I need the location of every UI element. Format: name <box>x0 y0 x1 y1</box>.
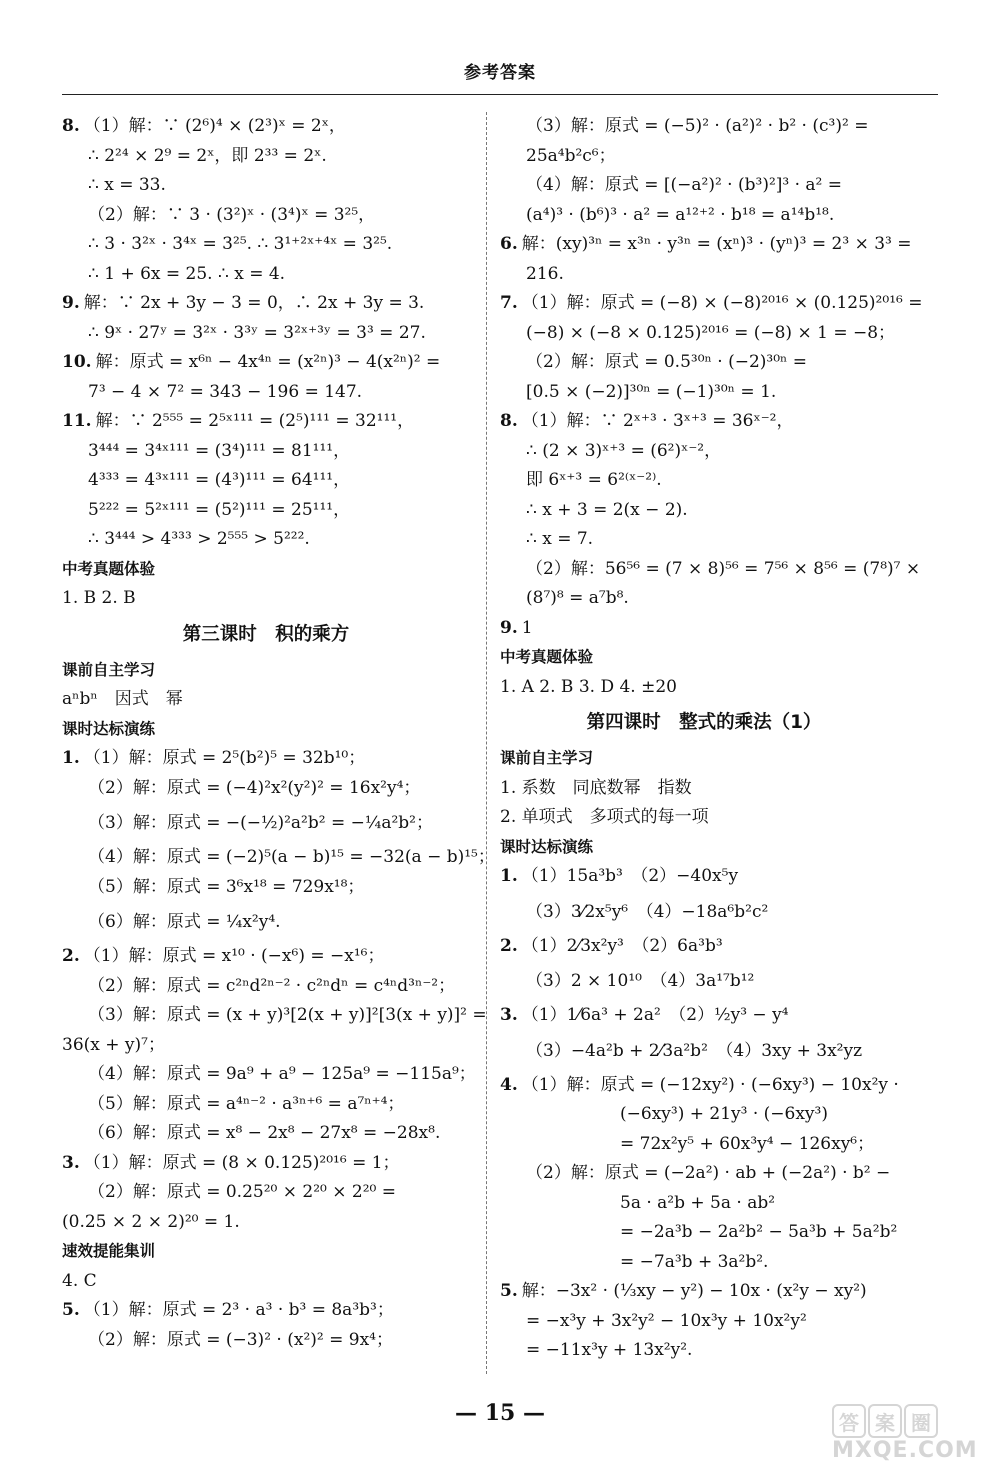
answer-text: 解：原式 = x⁶ⁿ − 4x⁴ⁿ = (x²ⁿ)³ − 4(x²ⁿ)² = <box>95 352 441 372</box>
watermark-url: MXQE.COM <box>832 1438 978 1463</box>
answer-text: （1）解：原式 = 2⁵(b²)⁵ = 32b¹⁰； <box>83 748 366 768</box>
answer-line: （2）解：原式 = 0.5³⁰ⁿ · (−2)³⁰ⁿ = <box>526 352 808 372</box>
answer-line <box>500 614 908 644</box>
answer-line: (8⁷)⁸ = a⁷b⁸. <box>526 588 629 608</box>
section-heading: 课时达标演练 <box>500 837 594 856</box>
answer-line: aⁿbⁿ 因式 幂 <box>62 689 183 709</box>
question-number: 4. <box>500 1074 518 1095</box>
answer-line <box>500 862 908 892</box>
answer-text: 解：−3x² · (⅓xy − y²) − 10x · (x²y − xy²) <box>521 1281 867 1301</box>
answer-text: （1）解：原式 = (−8) × (−8)²⁰¹⁶ × (0.125)²⁰¹⁶ = <box>521 293 923 313</box>
answer-line: (0.25 × 2 × 2)²⁰ = 1. <box>62 1211 240 1232</box>
answer-line <box>500 1277 908 1307</box>
answer-line: （3）−4a²b + 2⁄3a²b² （4）3xy + 3x²yz <box>526 1040 863 1061</box>
answer-text: （1）解：原式 = (−12xy²) · (−6xy³) − 10x²y · <box>521 1074 899 1095</box>
answer-line <box>500 1071 908 1101</box>
answer-line: [0.5 × (−2)]³⁰ⁿ = (−1)³⁰ⁿ = 1. <box>526 381 777 402</box>
answer-line: (a⁴)³ · (b⁶)³ · a² = a¹²⁺² · b¹⁸ = a¹⁴b¹⁸. <box>526 204 835 225</box>
answer-line: （3）解：原式 = −(−½)²a²b² = −¼a²b²； <box>88 813 433 833</box>
answer-line <box>500 1001 908 1031</box>
answer-line: = −7a³b + 3a²b². <box>620 1251 769 1272</box>
answer-line: 即 6ˣ⁺³ = 6²⁽ˣ⁻²⁾. <box>526 470 662 490</box>
answer-line: 216. <box>526 263 564 284</box>
watermark-char: 案 <box>868 1404 902 1438</box>
question-number: 6. <box>500 234 518 254</box>
question-number: 1. <box>62 748 80 768</box>
answer-text: （1）解：∵ 2ˣ⁺³ · 3ˣ⁺³ = 36ˣ⁻²， <box>521 411 794 431</box>
answer-line: 25a⁴b²c⁶； <box>526 145 616 166</box>
answer-line: 5²²² = 5²ˣ¹¹¹ = (5²)¹¹¹ = 25¹¹¹， <box>88 499 351 520</box>
section-heading: 课前自主学习 <box>500 749 594 767</box>
answer-line: ∴ x = 33. <box>88 175 166 195</box>
answer-line: （2）解：56⁵⁶ = (7 × 8)⁵⁶ = 7⁵⁶ × 8⁵⁶ = (7⁸)⁷ × <box>526 558 921 579</box>
answer-line: （2）解：原式 = (−2a²) · ab + (−2a²) · b² − <box>526 1163 891 1183</box>
header-rule <box>62 94 938 95</box>
answer-line: 36(x + y)⁷； <box>62 1034 165 1055</box>
question-number: 10. <box>62 352 92 372</box>
page-header: 参考答案 <box>464 63 536 83</box>
section-heading: 速效提能集训 <box>62 1242 156 1260</box>
answer-line: 1. A 2. B 3. D 4. ±20 <box>500 676 677 697</box>
answer-line: ∴ 1 + 6x = 25. ∴ x = 4. <box>88 263 286 284</box>
answer-line: （3）3⁄2x⁵y⁶ （4）−18a⁶b²c² <box>526 901 769 922</box>
answer-line <box>62 744 470 774</box>
answer-text: （1）15a³b³ （2）−40x⁵y <box>521 866 739 886</box>
section-heading: 中考真题体验 <box>500 648 594 666</box>
answer-line: ∴ 3⁴⁴⁴ > 4³³³ > 2⁵⁵⁵ > 5²²². <box>88 529 310 549</box>
answer-line: 1. 系数 同底数幂 指数 <box>500 777 692 798</box>
question-number: 3. <box>500 1005 518 1025</box>
question-number: 9. <box>500 617 518 638</box>
answer-line: (−8) × (−8 × 0.125)²⁰¹⁶ = (−8) × 1 = −8； <box>526 322 896 343</box>
answer-line: 7³ − 4 × 7² = 343 − 196 = 147. <box>88 381 363 402</box>
question-number: 8. <box>62 116 80 136</box>
answer-text: （1）解：原式 = x¹⁰ · (−x⁶) = −x¹⁶； <box>83 946 385 966</box>
answer-line <box>62 407 470 437</box>
answer-line <box>500 407 908 437</box>
answer-line: 5a · a²b + 5a · ab² <box>620 1192 776 1213</box>
question-number: 5. <box>62 1300 80 1320</box>
answer-line: 3⁴⁴⁴ = 3⁴ˣ¹¹¹ = (3⁴)¹¹¹ = 81¹¹¹， <box>88 440 351 461</box>
question-number: 9. <box>62 293 80 313</box>
section-heading: 课时达标演练 <box>62 719 156 738</box>
answer-line: ∴ 3 · 3²ˣ · 3⁴ˣ = 3²⁵. ∴ 3¹⁺²ˣ⁺⁴ˣ = 3²⁵. <box>88 234 393 254</box>
question-number: 8. <box>500 411 518 431</box>
watermark-char: 圈 <box>904 1404 938 1438</box>
answer-line <box>62 1296 470 1326</box>
answer-text: 1 <box>521 617 533 638</box>
answer-line: （2）解：原式 = c²ⁿd²ⁿ⁻² · c²ⁿdⁿ = c⁴ⁿd³ⁿ⁻²； <box>88 975 456 996</box>
answer-line: (−6xy³) + 21y³ · (−6xy³) <box>620 1104 828 1124</box>
answer-line: = −11x³y + 13x²y². <box>526 1340 693 1360</box>
lesson-title: 第三课时 积的乘方 <box>182 623 350 645</box>
question-number: 5. <box>500 1281 518 1301</box>
question-number: 7. <box>500 293 518 313</box>
answer-line: （3）2 × 10¹⁰ （4）3a¹⁷b¹² <box>526 971 755 991</box>
question-number: 3. <box>62 1152 80 1173</box>
question-number: 2. <box>62 946 80 966</box>
answer-line: （2）解：原式 = (−4)²x²(y²)² = 16x²y⁴； <box>88 777 421 798</box>
answer-text: （1）解：原式 = 2³ · a³ · b³ = 8a³b³； <box>83 1300 394 1320</box>
answer-line: = −x³y + 3x²y² − 10x³y + 10x²y² <box>526 1310 807 1331</box>
answer-line: （4）解：原式 = 9a⁹ + a⁹ − 125a⁹ = −115a⁹； <box>88 1064 476 1084</box>
question-number: 2. <box>500 935 518 956</box>
page-number: — 15 — <box>455 1400 545 1426</box>
answer-line: = −2a³b − 2a²b² − 5a³b + 5a²b² <box>620 1222 898 1242</box>
answer-line: 1. B 2. B <box>62 588 136 608</box>
right-column <box>500 112 923 1366</box>
answer-text: （1）解：∵ (2⁶)⁴ × (2³)ˣ = 2ˣ， <box>83 116 346 136</box>
answer-line: （5）解：原式 = a⁴ⁿ⁻² · a³ⁿ⁺⁶ = a⁷ⁿ⁺⁴； <box>88 1093 405 1114</box>
answer-line: ∴ x = 7. <box>526 529 594 549</box>
answer-text: （1）1⁄6a³ + 2a² （2）½y³ − y⁴ <box>521 1005 789 1025</box>
answer-line: ∴ (2 × 3)ˣ⁺³ = (6²)ˣ⁻²， <box>526 440 722 461</box>
answer-line: ∴ 2²⁴ × 2⁹ = 2ˣ，即 2³³ = 2ˣ. <box>88 145 327 166</box>
answer-line <box>500 289 923 319</box>
answer-line: ∴ 9ˣ · 27ʸ = 3²ˣ · 3³ʸ = 3²ˣ⁺³ʸ = 3³ = 27. <box>88 322 426 343</box>
column-divider <box>486 112 487 1374</box>
answer-text: 解：(xy)³ⁿ = x³ⁿ · y³ⁿ = (xⁿ)³ · (yⁿ)³ = 2³ × 3³ = <box>521 234 912 254</box>
answer-line: （2）解：原式 = (−3)² · (x²)² = 9x⁴； <box>88 1329 393 1350</box>
answer-line <box>62 112 470 142</box>
answer-line <box>62 942 470 972</box>
answer-line: （6）解：原式 = ¼x²y⁴. <box>88 912 281 932</box>
answer-line: （6）解：原式 = x⁸ − 2x⁸ − 27x⁸ = −28x⁸. <box>88 1123 441 1143</box>
section-heading: 课前自主学习 <box>62 660 156 679</box>
question-number: 11. <box>62 411 92 431</box>
answer-line <box>500 230 912 260</box>
answer-line <box>62 1149 470 1179</box>
watermark-logo <box>832 1404 978 1463</box>
answer-line: （3）解：原式 = (x + y)³[2(x + y)]²[3(x + y)]² = <box>88 1005 487 1025</box>
answer-line: 2. 单项式 多项式的每一项 <box>500 807 709 827</box>
answer-line: （2）解：∵ 3 · (3²)ˣ · (3⁴)ˣ = 3²⁵， <box>88 204 376 225</box>
answer-text: （1）2⁄3x²y³ （2）6a³b³ <box>521 935 723 956</box>
answer-line: （5）解：原式 = 3⁶x¹⁸ = 729x¹⁸； <box>88 876 365 897</box>
answer-line: 4. C <box>62 1270 97 1291</box>
answer-line: = 72x²y⁵ + 60x³y⁴ − 126xy⁶； <box>620 1133 875 1154</box>
answer-line <box>500 932 908 962</box>
answer-line: ∴ x + 3 = 2(x − 2). <box>526 499 688 520</box>
watermark-char: 答 <box>832 1404 866 1438</box>
answer-text: （1）解：原式 = (8 × 0.125)²⁰¹⁶ = 1； <box>83 1152 400 1173</box>
left-column <box>62 112 495 1355</box>
answer-text: 解：∵ 2⁵⁵⁵ = 2⁵ˣ¹¹¹ = (2⁵)¹¹¹ = 32¹¹¹， <box>95 411 415 431</box>
section-heading: 中考真题体验 <box>62 559 156 578</box>
question-number: 1. <box>500 866 518 886</box>
answer-line: （4）解：原式 = [(−a²)² · (b³)²]³ · a² = <box>526 175 843 195</box>
answer-line <box>62 348 470 378</box>
answer-line <box>62 289 470 319</box>
lesson-title: 第四课时 整式的乘法（1） <box>586 712 822 733</box>
answer-line: （4）解：原式 = (−2)⁵(a − b)¹⁵ = −32(a − b)¹⁵； <box>88 847 495 867</box>
answer-line: 4³³³ = 4³ˣ¹¹¹ = (4³)¹¹¹ = 64¹¹¹， <box>88 470 351 490</box>
answer-text: 解：∵ 2x + 3y − 3 = 0，∴ 2x + 3y = 3. <box>83 293 425 313</box>
answer-line: （3）解：原式 = (−5)² · (a²)² · b² · (c³)² = <box>526 116 869 136</box>
answer-line: （2）解：原式 = 0.25²⁰ × 2²⁰ × 2²⁰ = <box>88 1182 396 1202</box>
